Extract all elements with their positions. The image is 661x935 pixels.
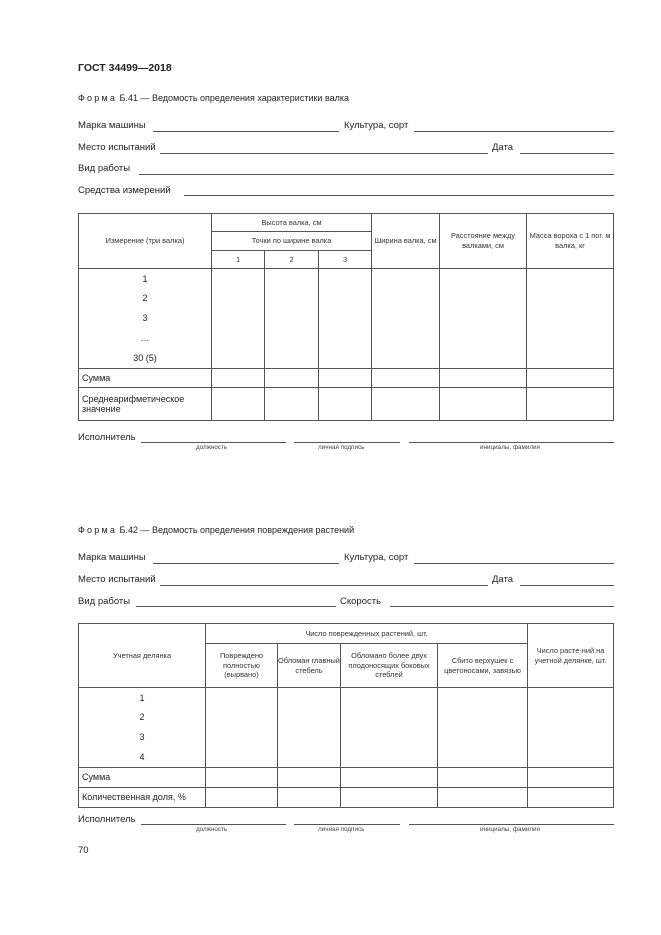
position-field[interactable] <box>141 442 286 443</box>
table-row <box>79 309 614 329</box>
table-cell[interactable] <box>341 788 438 808</box>
col-damaged: Число поврежденных растений, шт. <box>206 624 528 644</box>
work-label: Вид работы <box>78 596 131 607</box>
table-cell[interactable] <box>372 349 440 369</box>
table-cell[interactable] <box>528 688 614 708</box>
table-cell[interactable] <box>341 748 438 768</box>
place-label: Место испытаний <box>78 574 156 585</box>
table-cell[interactable] <box>438 748 528 768</box>
table-b41 <box>78 213 614 421</box>
row-label: … <box>79 329 212 349</box>
table-row <box>79 688 614 708</box>
table-cell[interactable] <box>206 788 278 808</box>
point-1: 1 <box>212 251 265 269</box>
col-tops: Сбито верхушек с цветоносами, завязью <box>438 644 528 688</box>
place-label: Место испытаний <box>78 142 156 153</box>
mean-label: Среднеарифметическое значение <box>79 388 212 421</box>
table-cell[interactable] <box>341 688 438 708</box>
date-label: Дата <box>492 574 514 585</box>
table-b42 <box>78 623 614 808</box>
date-field[interactable] <box>520 153 614 154</box>
table-cell[interactable] <box>206 708 278 728</box>
table-cell[interactable] <box>527 289 614 309</box>
position-caption: должность <box>196 444 228 451</box>
col-main-stem: Обломан главный стебель <box>278 644 341 688</box>
table-cell[interactable] <box>212 309 265 329</box>
table-cell[interactable] <box>440 309 527 329</box>
row-label: 1 <box>79 688 206 708</box>
table-cell[interactable] <box>206 728 278 748</box>
machine-label: Марка машины <box>78 120 146 131</box>
share-label: Количественная доля, % <box>79 788 206 808</box>
table-cell[interactable] <box>440 289 527 309</box>
table-cell[interactable] <box>265 388 319 421</box>
table-cell[interactable] <box>206 748 278 768</box>
row-label: 2 <box>79 289 212 309</box>
form-label: Форма <box>78 93 118 103</box>
sum-label: Сумма <box>79 369 212 388</box>
table-row <box>79 728 614 748</box>
table-cell[interactable] <box>319 309 372 329</box>
table-cell[interactable] <box>341 768 438 788</box>
table-cell[interactable] <box>206 768 278 788</box>
sum-row <box>79 768 614 788</box>
work-field[interactable] <box>136 606 336 607</box>
table-cell[interactable] <box>440 349 527 369</box>
point-3: 3 <box>319 251 372 269</box>
speed-label: Скорость <box>340 596 382 607</box>
table-cell[interactable] <box>527 309 614 329</box>
table-row <box>79 289 614 309</box>
table-cell[interactable] <box>528 708 614 728</box>
table-cell[interactable] <box>212 269 265 289</box>
date-label: Дата <box>492 142 514 153</box>
place-field[interactable] <box>160 153 488 154</box>
table-cell[interactable] <box>527 388 614 421</box>
table-cell[interactable] <box>265 369 319 388</box>
col-measure: Измерение (три валка) <box>79 214 212 269</box>
signature-caption: личная подпись <box>318 826 365 833</box>
form-label: Форма <box>78 525 118 535</box>
position-field[interactable] <box>141 824 286 825</box>
page-number: 70 <box>78 845 89 856</box>
col-height: Высота валка, см <box>212 214 372 232</box>
col-count: Число расте-ний на учетной делянке, шт. <box>528 624 614 688</box>
table-cell[interactable] <box>278 688 341 708</box>
row-label: 3 <box>79 728 206 748</box>
form-b41-title <box>78 93 349 103</box>
table-cell[interactable] <box>212 289 265 309</box>
position-caption: должность <box>196 826 228 833</box>
table-row <box>79 269 614 289</box>
name-field[interactable] <box>409 442 614 443</box>
table-row <box>79 748 614 768</box>
sum-row <box>79 369 614 388</box>
means-label: Средства измерений <box>78 185 171 196</box>
table-cell[interactable] <box>438 788 528 808</box>
table-cell[interactable] <box>440 388 527 421</box>
form-title-text: Б.42 — Ведомость определения повреждения растений <box>117 525 355 535</box>
table-cell[interactable] <box>372 269 440 289</box>
executor-label: Исполнитель <box>78 814 136 825</box>
table-cell[interactable] <box>372 329 440 349</box>
table-cell[interactable] <box>440 369 527 388</box>
mean-row <box>79 388 614 421</box>
table-row <box>79 349 614 369</box>
row-label: 1 <box>79 269 212 289</box>
name-caption: инициалы, фамилия <box>480 826 540 833</box>
table-cell[interactable] <box>212 329 265 349</box>
machine-label: Марка машины <box>78 552 146 563</box>
table-cell[interactable] <box>278 748 341 768</box>
crop-field[interactable] <box>414 131 614 132</box>
crop-label: Культура, сорт <box>344 552 409 563</box>
row-label: 3 <box>79 309 212 329</box>
table-cell[interactable] <box>527 369 614 388</box>
table-row <box>79 708 614 728</box>
machine-field[interactable] <box>153 563 339 564</box>
col-plot: Учетная делянка <box>79 624 206 688</box>
table-cell[interactable] <box>440 269 527 289</box>
table-cell[interactable] <box>528 788 614 808</box>
table-cell[interactable] <box>265 309 319 329</box>
row-label: 30 (5) <box>79 349 212 369</box>
table-cell[interactable] <box>372 309 440 329</box>
table-row <box>79 329 614 349</box>
row-label: 4 <box>79 748 206 768</box>
table-cell[interactable] <box>341 708 438 728</box>
table-cell[interactable] <box>206 688 278 708</box>
table-cell[interactable] <box>440 329 527 349</box>
table-cell[interactable] <box>319 349 372 369</box>
table-cell[interactable] <box>528 748 614 768</box>
table-cell[interactable] <box>319 269 372 289</box>
col-mass: Масса вороха с 1 пог. м валка, кг <box>527 214 614 269</box>
row-label: 2 <box>79 708 206 728</box>
place-field[interactable] <box>160 585 488 586</box>
table-cell[interactable] <box>528 728 614 748</box>
table-cell[interactable] <box>527 329 614 349</box>
table-cell[interactable] <box>438 708 528 728</box>
work-label: Вид работы <box>78 163 131 174</box>
table-cell[interactable] <box>528 768 614 788</box>
standard-header: ГОСТ 34499—2018 <box>78 62 172 74</box>
name-caption: инициалы, фамилия <box>480 444 540 451</box>
col-pulled: Повреждено полностью (вырвано) <box>206 644 278 688</box>
speed-field[interactable] <box>390 606 614 607</box>
table-cell[interactable] <box>278 728 341 748</box>
crop-field[interactable] <box>414 563 614 564</box>
table-cell[interactable] <box>372 388 440 421</box>
form-b42-title <box>78 525 354 535</box>
table-cell[interactable] <box>527 269 614 289</box>
executor-label: Исполнитель <box>78 432 136 443</box>
table-cell[interactable] <box>319 329 372 349</box>
col-side-stems: Обломано более двух плодоносящих боковых стеблей <box>341 644 438 688</box>
point-2: 2 <box>265 251 319 269</box>
means-field[interactable] <box>184 195 614 196</box>
date-field[interactable] <box>520 585 614 586</box>
table-cell[interactable] <box>341 728 438 748</box>
table-cell[interactable] <box>265 269 319 289</box>
col-distance: Расстояние между валками, см <box>440 214 527 269</box>
table-cell[interactable] <box>527 349 614 369</box>
col-points: Точки по ширине валка <box>212 232 372 251</box>
col-width: Ширина валка, см <box>372 214 440 269</box>
table-cell[interactable] <box>212 369 265 388</box>
table-cell[interactable] <box>372 369 440 388</box>
sum-label: Сумма <box>79 768 206 788</box>
crop-label: Культура, сорт <box>344 120 409 131</box>
table-cell[interactable] <box>319 388 372 421</box>
signature-field[interactable] <box>294 442 400 443</box>
table-cell[interactable] <box>319 369 372 388</box>
table-cell[interactable] <box>278 768 341 788</box>
table-cell[interactable] <box>265 349 319 369</box>
table-cell[interactable] <box>372 289 440 309</box>
share-row <box>79 788 614 808</box>
table-cell[interactable] <box>212 388 265 421</box>
machine-field[interactable] <box>153 131 339 132</box>
table-cell[interactable] <box>278 708 341 728</box>
form-title-text: Б.41 — Ведомость определения характеристики валка <box>117 93 350 103</box>
name-field[interactable] <box>409 824 614 825</box>
table-cell[interactable] <box>319 289 372 309</box>
table-cell[interactable] <box>212 349 265 369</box>
signature-field[interactable] <box>294 824 400 825</box>
table-cell[interactable] <box>278 788 341 808</box>
signature-caption: личная подпись <box>318 444 365 451</box>
table-cell[interactable] <box>438 768 528 788</box>
table-cell[interactable] <box>438 728 528 748</box>
table-cell[interactable] <box>438 688 528 708</box>
work-field[interactable] <box>139 174 614 175</box>
table-cell[interactable] <box>265 289 319 309</box>
table-cell[interactable] <box>265 329 319 349</box>
